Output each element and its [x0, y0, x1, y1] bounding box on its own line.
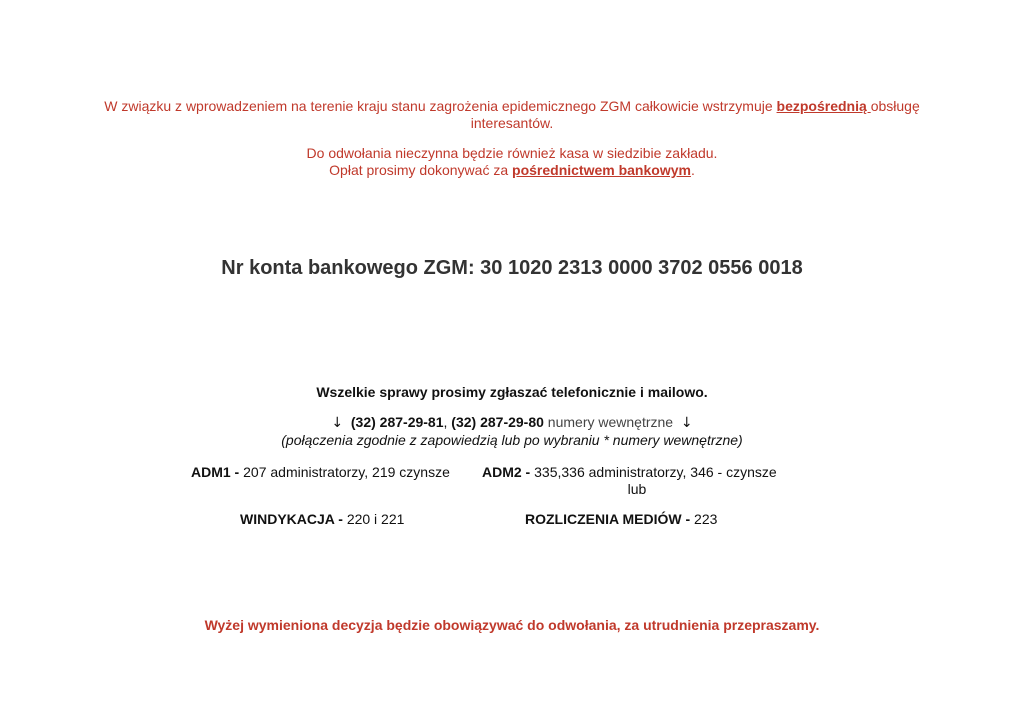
windykacja-value: 220 i 221: [346, 511, 405, 527]
windykacja-label: WINDYKACJA -: [240, 511, 347, 527]
adm2-line-2: lub: [627, 481, 647, 497]
phone-separator: ,: [443, 414, 452, 430]
notice-line-1-text: W związku z wprowadzeniem na terenie kraju stanu zagrożenia epidemicznego ZGM całkowicie wstrzymuje: [104, 98, 777, 114]
adm1-label: ADM1 -: [191, 464, 244, 480]
contact-heading: Wszelkie sprawy prosimy zgłaszać telefonicznie i mailowo.: [316, 384, 708, 400]
notice-emphasis-bank: pośrednictwem bankowym: [512, 162, 691, 178]
phone-numbers: [0, 414, 1024, 449]
closing-notice: Wyżej wymieniona decyzja będzie obowiązywać do odwołania, za utrudnienia przepraszamy.: [204, 617, 820, 633]
arrow-down-icon: ↓: [331, 415, 344, 431]
arrow-down-icon: ↓: [680, 415, 693, 431]
notice-line-2: interesantów.: [470, 115, 554, 131]
notice-line-4-text: Opłat prosimy dokonywać za: [329, 162, 513, 178]
adm1-value: 207 administratorzy, 219 czynsze: [243, 464, 450, 480]
windykacja-extensions: [240, 511, 500, 528]
notice-line-1-end: obsługę: [870, 98, 920, 114]
epidemic-notice: [0, 98, 1024, 179]
notice-emphasis-direct: bezpośrednią: [776, 98, 871, 114]
phone-number-2: (32) 287-29-80: [451, 414, 544, 430]
adm1-extensions: [191, 464, 468, 481]
notice-line-3: Do odwołania nieczynna będzie również kasa w siedzibie zakładu.: [306, 145, 718, 161]
phone-line: [0, 414, 1024, 432]
rozliczenia-extensions: [525, 511, 825, 528]
rozliczenia-label: ROZLICZENIA MEDIÓW -: [525, 511, 695, 527]
notice-line-1: [0, 98, 1024, 115]
adm2-value: 335,336 administratorzy, 346 - czynsze: [534, 464, 777, 480]
phones-suffix: numery wewnętrzne: [543, 414, 677, 430]
notice-line-4-end: .: [690, 162, 695, 178]
adm2-label: ADM2 -: [482, 464, 535, 480]
phone-number-1: (32) 287-29-81: [350, 414, 444, 430]
rozliczenia-value: 223: [694, 511, 718, 527]
phone-note: (połączenia zgodnie z zapowiedzią lub po wybraniu * numery wewnętrzne): [281, 432, 743, 448]
bank-account-number: Nr konta bankowego ZGM: 30 1020 2313 0000 3702 0556 0018: [221, 257, 803, 279]
adm2-extensions: [482, 464, 802, 498]
notice-line-4: [0, 162, 1024, 179]
